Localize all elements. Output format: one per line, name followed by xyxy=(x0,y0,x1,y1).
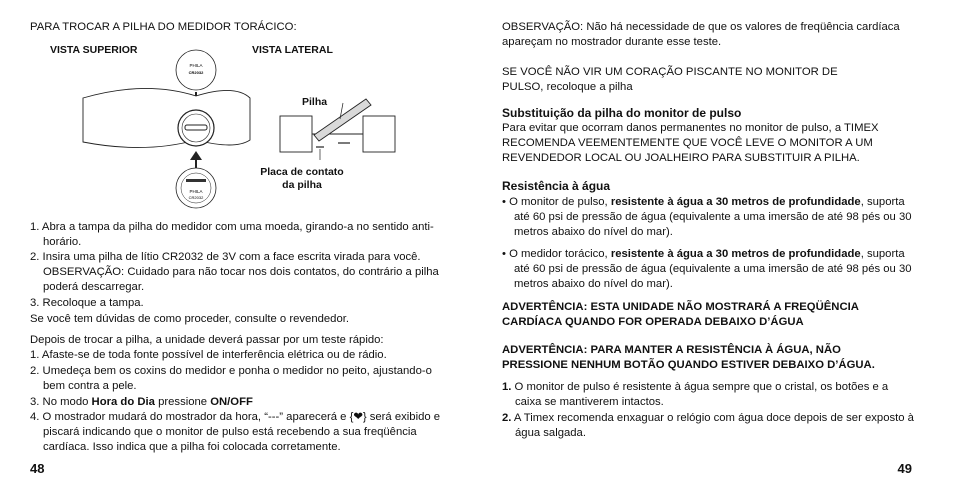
top-view-label: VISTA SUPERIOR xyxy=(50,44,138,56)
observation-text: OBSERVAÇÃO: Não há necessidade de que os valores de freqüência cardíaca apareçam no mostrador durante esse teste. xyxy=(502,21,900,48)
test-step-3: 3. No modo Hora do Dia pressione ON/OFF xyxy=(30,396,253,408)
side-view-label: VISTA LATERAL xyxy=(252,44,333,56)
top-view-drawing xyxy=(75,50,275,210)
water-resistance-heading: Resistência à água xyxy=(502,179,611,193)
side-housing-left xyxy=(280,116,312,152)
care-item-1: 1. O monitor de pulso é resistente à água sempre que o cristal, os botões e a caixa se mantiverem intactos. xyxy=(502,381,889,408)
doubt-text: Se você tem dúvidas de como proceder, consulte o revendedor. xyxy=(30,313,350,325)
contact-plate-label: Placa de contato da pilha xyxy=(260,166,344,191)
step-3: 3. Recoloque a tampa. xyxy=(30,297,144,309)
care-item-2: 2. A Timex recomenda enxaguar o relógio com água doce depois de ser exposto à água salgada. xyxy=(502,412,914,439)
battery-replacement-text: Para evitar que ocorram danos permanentes no monitor de pulso, a TIMEX RECOMENDA VEEMENTEMENTE QUE VOCÊ LEVE O MONITOR A UM REVENDEDOR LOCAL OU JOALHEIRO PARA SUBSTITUIR A PILHA. xyxy=(502,122,879,164)
step-2: 2. Insira uma pilha de lítio CR2032 de 3V com a face escrita virada para você. OBSERVAÇÃO: Cuidado para não tocar nos dois contatos, do contrário a pilha poderá descarregar. xyxy=(30,251,439,293)
test-step-4: 4. O mostrador mudará do mostrador da hora, “---” aparecerá e {❤} será exibido e piscará indicando que o monitor de pulso está recebendo a sua freqüência cardíaca. Isso indica que a pilha foi colocada corretamente. xyxy=(30,411,441,453)
page-number-right: 49 xyxy=(897,461,912,476)
up-arrow-head xyxy=(190,151,202,160)
side-view-drawing xyxy=(250,105,390,165)
coin-bottom-brand: PHILA xyxy=(189,189,203,194)
coin-slot xyxy=(185,125,207,130)
intro-text: PARA TROCAR A PILHA DO MEDIDOR TORÁCICO: xyxy=(30,21,297,33)
test-intro: Depois de trocar a pilha, a unidade deverá passar por um teste rápido: xyxy=(30,334,384,346)
chest-sensor-body xyxy=(83,88,250,147)
coin-bottom-model: CR2032 xyxy=(188,195,204,200)
step-1: 1. Abra a tampa da pilha do medidor com uma moeda, girando-a no sentido anti-horário. xyxy=(30,221,434,248)
coin-top-brand: PHILA xyxy=(189,63,203,68)
test-step-1: 1. Afaste-se de toda fonte possível de interferência elétrica ou de rádio. xyxy=(30,349,387,361)
battery-label: Pilha xyxy=(302,96,328,108)
battery-replacement-heading: Substituição da pilha do monitor de pulso xyxy=(502,106,742,120)
warning-1: ADVERTÊNCIA: ESTA UNIDADE NÃO MOSTRARÁ A FREQÜÊNCIA CARDÍACA QUANDO FOR OPERADA DEBAIXO D’ÁGUA xyxy=(502,301,859,328)
page-number-left: 48 xyxy=(30,461,45,476)
water-bullet-1: • O monitor de pulso, resistente à água a 30 metros de profundidade, suporta até 60 psi de pressão de água (equivalente a uma imersão de até 98 pés ou 30 metros abaixo do nível do mar). xyxy=(502,196,912,238)
coin-top-model: CR2032 xyxy=(188,70,204,75)
side-housing-right xyxy=(363,116,395,152)
water-bullet-2: • O medidor torácico, resistente à água a 30 metros de profundidade, suporta até 60 psi de pressão de água (equivalente a uma imersão de até 98 pés ou 30 metros abaixo do nível do mar). xyxy=(502,248,912,290)
test-step-2: 2. Umedeça bem os coxins do medidor e ponha o medidor no peito, ajustando-o bem contra a pele. xyxy=(30,365,432,392)
no-heart-text: SE VOCÊ NÃO VIR UM CORAÇÃO PISCANTE NO MONITOR DE PULSO, recoloque a pilha xyxy=(502,66,838,93)
warning-2: ADVERTÊNCIA: PARA MANTER A RESISTÊNCIA À ÁGUA, NÃO PRESSIONE NENHUM BOTÃO QUANDO ESTIVER DEBAIXO D’ÁGUA. xyxy=(502,344,875,371)
